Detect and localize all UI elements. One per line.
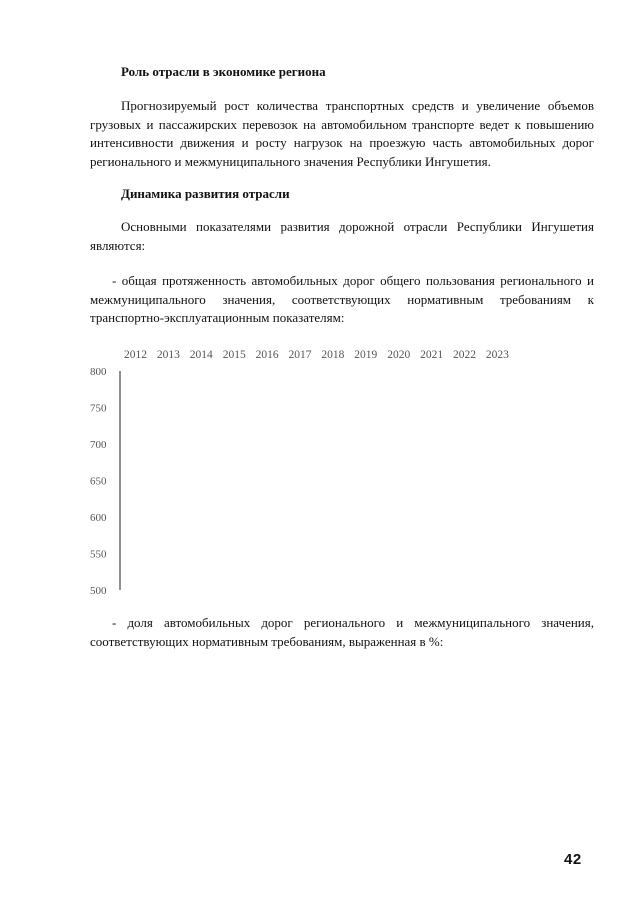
list-item-road-length-text: - общая протяженность автомобильных дорог общего пользования регионального и межмуниципального значения, соответствующих нормативным требованиям к транспортно-эксплуатационным показателям:: [90, 273, 594, 326]
list-item-share-percent: [90, 614, 594, 651]
section-heading-role: Роль отрасли в экономике региона: [121, 64, 326, 79]
y-tick-label-500: 500: [90, 585, 107, 597]
y-tick-label-650: 650: [90, 475, 107, 488]
x-axis-tick-labels: [124, 349, 509, 361]
x-tick-label-2022: 2022: [453, 349, 476, 361]
x-tick-label-2012: 2012: [124, 349, 147, 361]
y-axis-tick-labels: [90, 366, 107, 597]
x-tick-label-2016: 2016: [255, 349, 279, 361]
y-tick-label-700: 700: [90, 439, 107, 451]
x-tick-label-2021: 2021: [420, 349, 444, 361]
x-tick-label-2014: 2014: [189, 349, 213, 361]
paragraph-intro-text: Основными показателями развития дорожной отрасли Республики Ингушетия являются:: [90, 219, 594, 253]
paragraph-role: [90, 97, 594, 171]
list-item-share-percent-text: - доля автомобильных дорог регионального и межмуниципального значения, соответствующих нормативным требованиям, выраженная в %:: [90, 615, 594, 649]
y-tick-label-800: 800: [90, 366, 107, 378]
page-number: 42: [564, 851, 582, 868]
x-tick-label-2017: 2017: [288, 349, 312, 361]
paragraph-intro: [90, 218, 594, 255]
x-tick-label-2015: 2015: [222, 349, 246, 361]
list-item-road-length: [90, 272, 594, 328]
paragraph-role-text: Прогнозируемый рост количества транспортных средств и увеличение объемов грузовых и пассажирских перевозок на автомобильном транспорте ведет к повышению интенсивности движения и росту нагрузок на проезжую часть автомобильных дорог регионального и межмуниципального значения Республики Ингушетия.: [90, 98, 594, 169]
x-tick-label-2018: 2018: [321, 349, 345, 361]
y-tick-label-550: 550: [90, 548, 107, 561]
section-heading-dynamics: Динамика развития отрасли: [121, 186, 290, 201]
x-tick-label-2020: 2020: [387, 349, 411, 361]
y-tick-label-600: 600: [90, 512, 107, 524]
x-tick-label-2013: 2013: [156, 349, 180, 361]
x-tick-label-2023: 2023: [485, 349, 509, 361]
x-tick-label-2019: 2019: [354, 349, 378, 361]
y-tick-label-750: 750: [90, 402, 107, 415]
